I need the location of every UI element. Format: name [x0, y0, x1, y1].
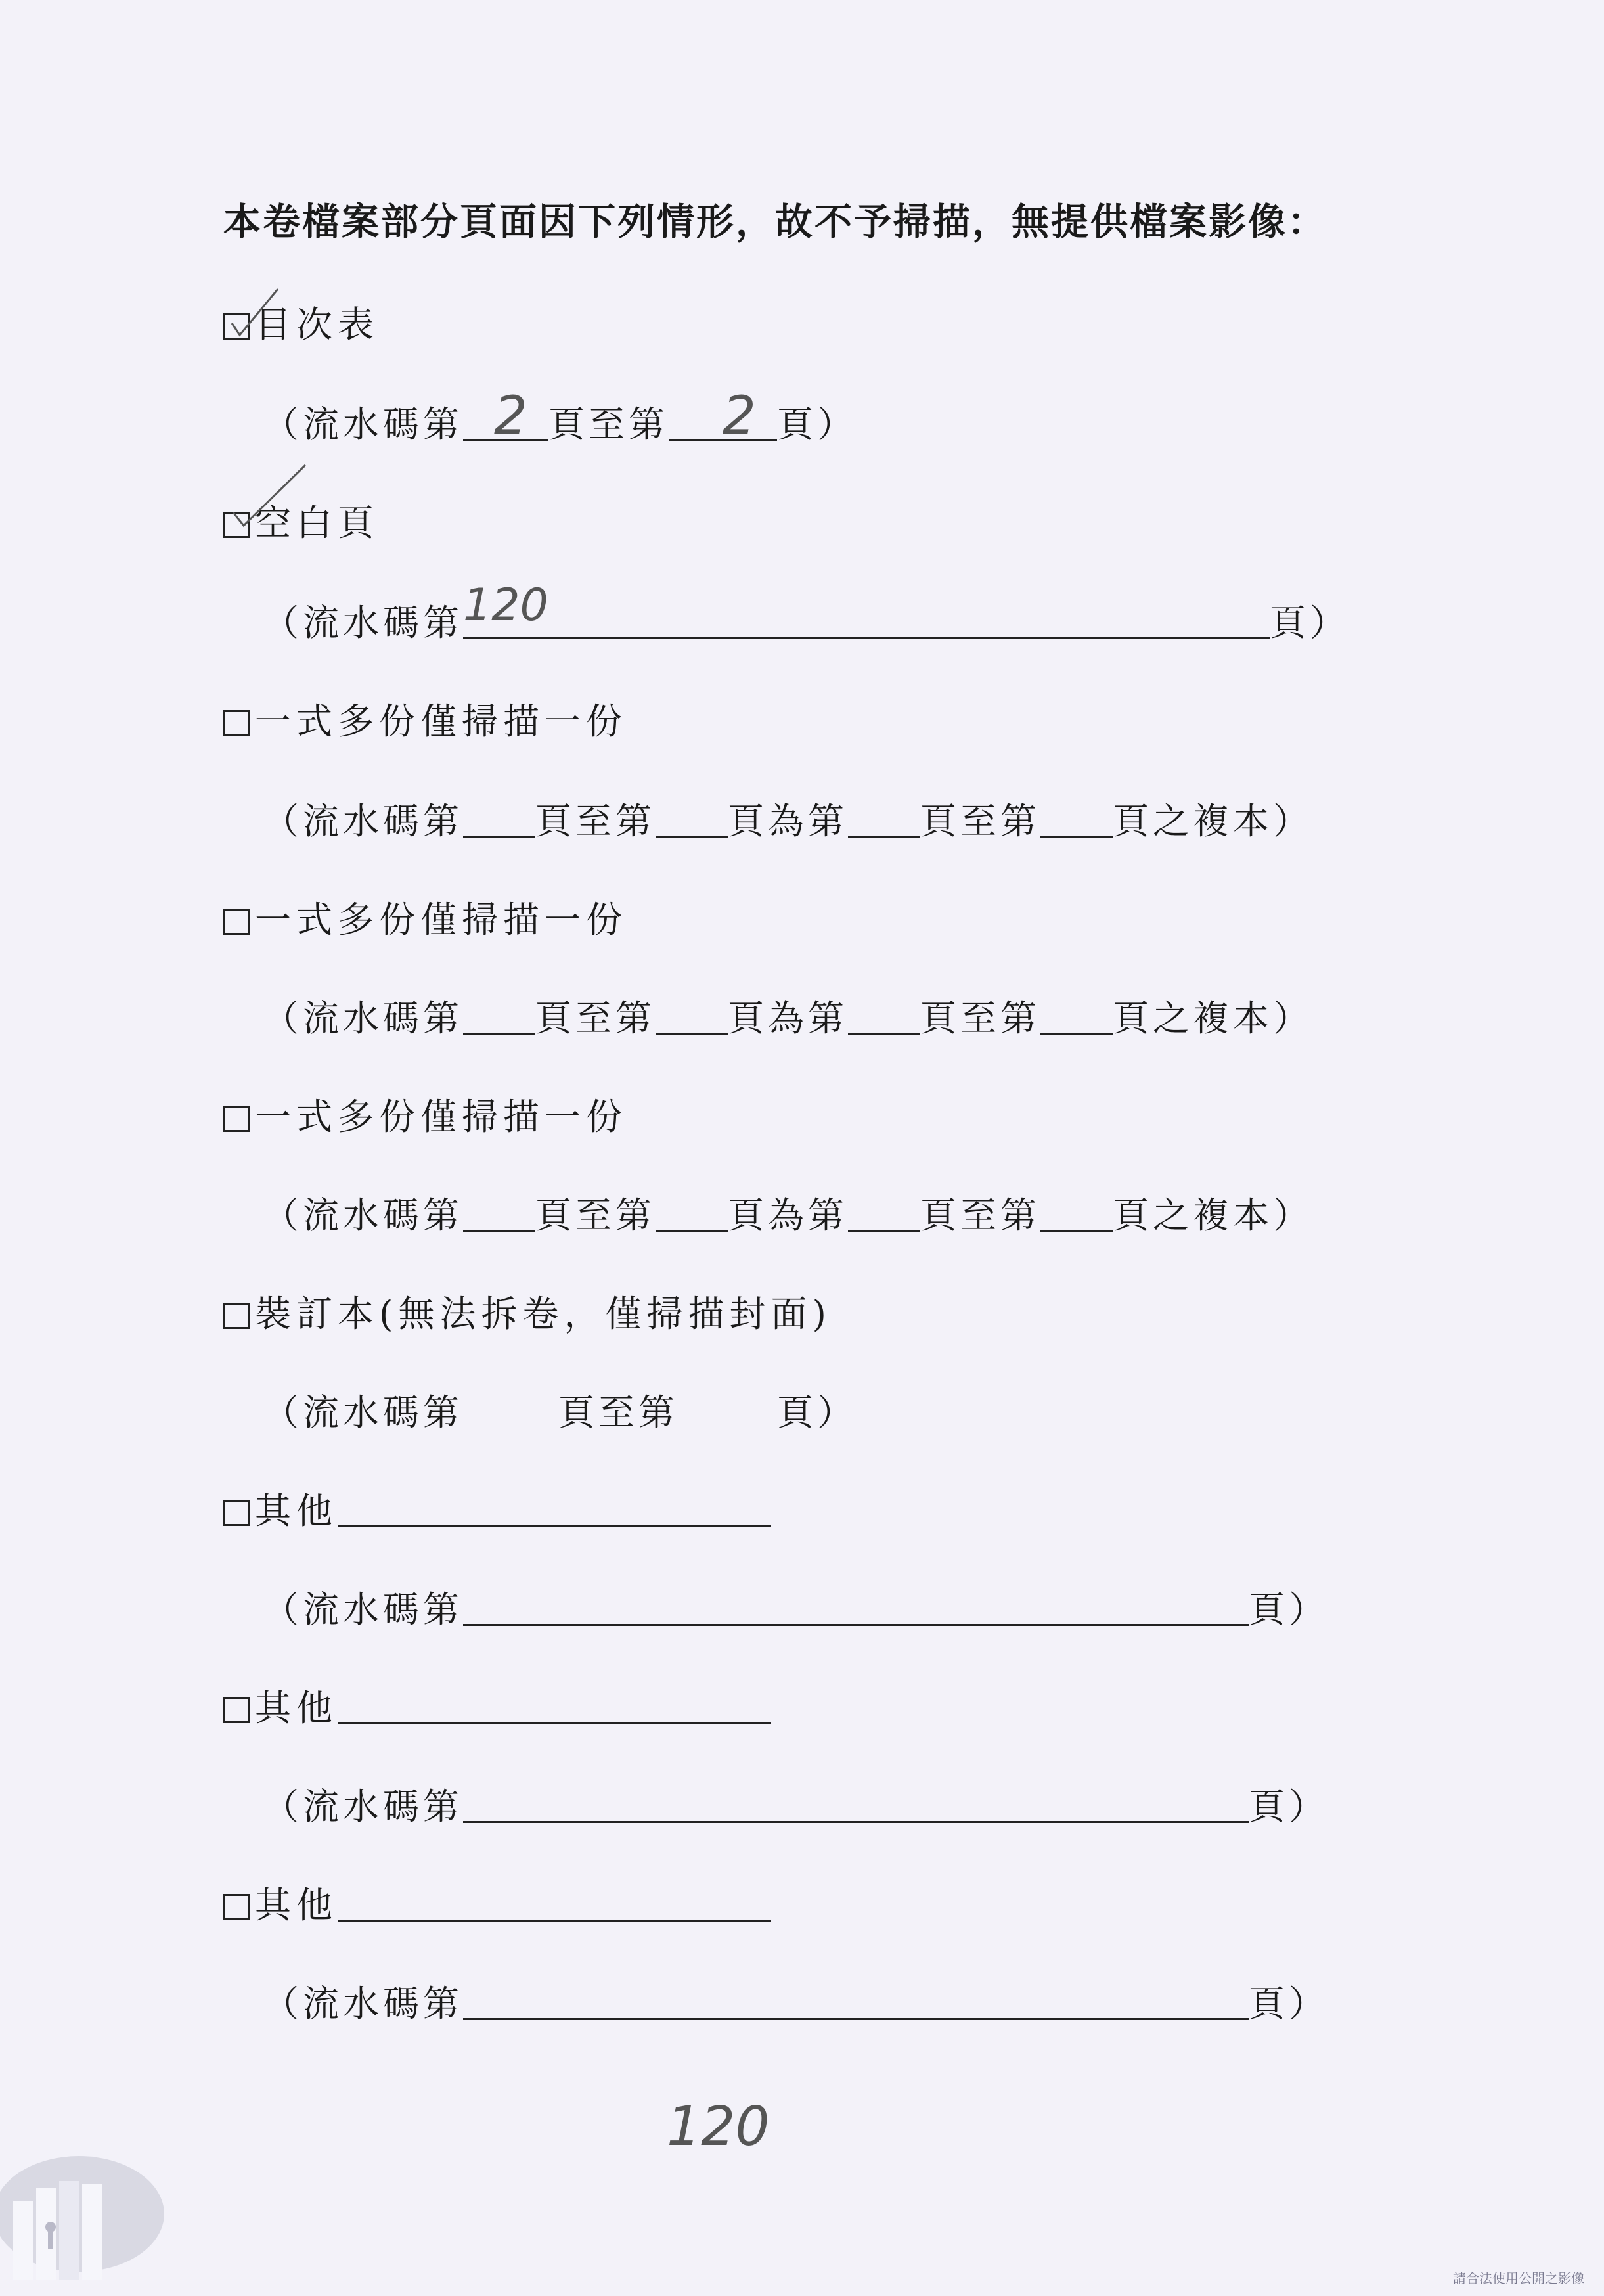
page-to-text: 頁至第	[920, 997, 1041, 1039]
item-copies-1-label: 一式多份僅掃描一份	[255, 700, 628, 742]
copy-end-text: 頁之複本）	[1113, 1194, 1314, 1236]
checkbox-copies-3[interactable]	[223, 1106, 250, 1132]
page-close-text: 頁）	[1249, 1786, 1329, 1828]
item-copies-3-label: 一式多份僅掃描一份	[255, 1096, 628, 1138]
page-close-text: 頁）	[1270, 602, 1350, 644]
item-other-2	[223, 1684, 771, 1732]
page-to-text: 頁至第	[535, 800, 656, 842]
copies-3-line	[263, 1192, 1313, 1239]
page-title: 本卷檔案部分頁面因下列情形，故不予掃描，無提供檔案影像：	[223, 200, 1327, 244]
page-is-text: 頁為第	[728, 1194, 849, 1236]
other-1-page-field[interactable]	[463, 1588, 1249, 1626]
item-copies-2-label: 一式多份僅掃描一份	[255, 899, 628, 941]
other-3-reason-field[interactable]	[338, 1884, 771, 1922]
usage-stamp: 請合法使用公開之影像	[1453, 2270, 1584, 2286]
other-1-reason-field[interactable]	[338, 1490, 771, 1527]
handwritten-page-number: 120	[667, 2096, 770, 2158]
toc-range-line	[263, 401, 857, 448]
open-text: （流水碼第	[263, 602, 464, 644]
copies-1-field-b[interactable]	[656, 800, 728, 838]
item-other-1	[223, 1487, 771, 1535]
copies-1-field-c[interactable]	[848, 800, 920, 838]
copy-end-text: 頁之複本）	[1113, 997, 1314, 1039]
handwritten-toc-to: 2	[723, 385, 756, 446]
item-copies-3	[223, 1093, 627, 1140]
other-2-reason-field[interactable]	[338, 1687, 771, 1724]
item-other-3-label: 其他	[255, 1884, 338, 1926]
open-text: （流水碼第	[263, 1983, 464, 2025]
page-close-text: 頁）	[777, 403, 858, 445]
handwritten-toc-from: 2	[494, 385, 527, 446]
copies-2-field-a[interactable]	[463, 997, 535, 1035]
item-bound-volume	[223, 1290, 832, 1338]
checkbox-other-2[interactable]	[223, 1697, 250, 1723]
copies-2-line	[263, 995, 1313, 1042]
bound-volume-line	[263, 1389, 857, 1436]
copies-1-line	[263, 798, 1313, 845]
checkbox-other-1[interactable]	[223, 1500, 250, 1526]
copies-3-field-b[interactable]	[656, 1194, 728, 1232]
copy-end-text: 頁之複本）	[1113, 800, 1314, 842]
copies-3-field-a[interactable]	[463, 1194, 535, 1232]
page-to-text: 頁至第	[535, 1194, 656, 1236]
item-other-3	[223, 1881, 771, 1929]
page-to-text: 頁至第	[558, 1391, 679, 1433]
page-to-text: 頁至第	[535, 997, 656, 1039]
copies-1-field-d[interactable]	[1040, 800, 1113, 838]
copies-2-field-b[interactable]	[656, 997, 728, 1035]
item-bound-volume-label: 裝訂本(無法拆卷，僅掃描封面)	[255, 1293, 832, 1335]
item-copies-1	[223, 698, 627, 745]
checkbox-other-3[interactable]	[223, 1894, 250, 1920]
open-text: （流水碼第	[263, 1194, 464, 1236]
checkbox-bound-volume[interactable]	[223, 1303, 250, 1329]
copies-1-field-a[interactable]	[463, 800, 535, 838]
open-text: （流水碼第	[263, 1588, 464, 1631]
copies-3-field-d[interactable]	[1040, 1194, 1113, 1232]
open-text: （流水碼第	[263, 1391, 464, 1433]
checkbox-copies-2[interactable]	[223, 909, 250, 935]
page-is-text: 頁為第	[728, 800, 849, 842]
page-close-text: 頁）	[1249, 1983, 1329, 2025]
page-close-text: 頁）	[1249, 1588, 1329, 1631]
page-to-text: 頁至第	[548, 403, 669, 445]
open-text: （流水碼第	[263, 800, 464, 842]
check-mark-icon	[227, 460, 319, 532]
item-toc-label: 目次表	[255, 304, 380, 346]
other-2-page-field[interactable]	[463, 1786, 1249, 1823]
item-other-1-label: 其他	[255, 1490, 338, 1532]
other-1-line	[263, 1586, 1329, 1633]
archive-logo-icon	[0, 2148, 171, 2293]
copies-2-field-d[interactable]	[1040, 997, 1113, 1035]
page-is-text: 頁為第	[728, 997, 849, 1039]
other-2-line	[263, 1783, 1329, 1830]
page-close-text: 頁）	[777, 1391, 858, 1433]
page-to-text: 頁至第	[920, 1194, 1041, 1236]
open-text: （流水碼第	[263, 997, 464, 1039]
item-copies-2	[223, 896, 627, 943]
item-blank-page-label: 空白頁	[255, 502, 380, 544]
checkbox-copies-1[interactable]	[223, 710, 250, 736]
page-to-text: 頁至第	[920, 800, 1041, 842]
blank-page-field[interactable]	[463, 602, 1270, 639]
other-3-page-field[interactable]	[463, 1983, 1249, 2020]
copies-3-field-c[interactable]	[848, 1194, 920, 1232]
item-other-2-label: 其他	[255, 1687, 338, 1729]
open-text: （流水碼第	[263, 403, 464, 445]
handwritten-blank-page: 120	[463, 579, 548, 631]
open-text: （流水碼第	[263, 1786, 464, 1828]
other-3-line	[263, 1980, 1329, 2027]
copies-2-field-c[interactable]	[848, 997, 920, 1035]
blank-page-line	[263, 599, 1350, 646]
check-mark-icon	[227, 282, 286, 342]
